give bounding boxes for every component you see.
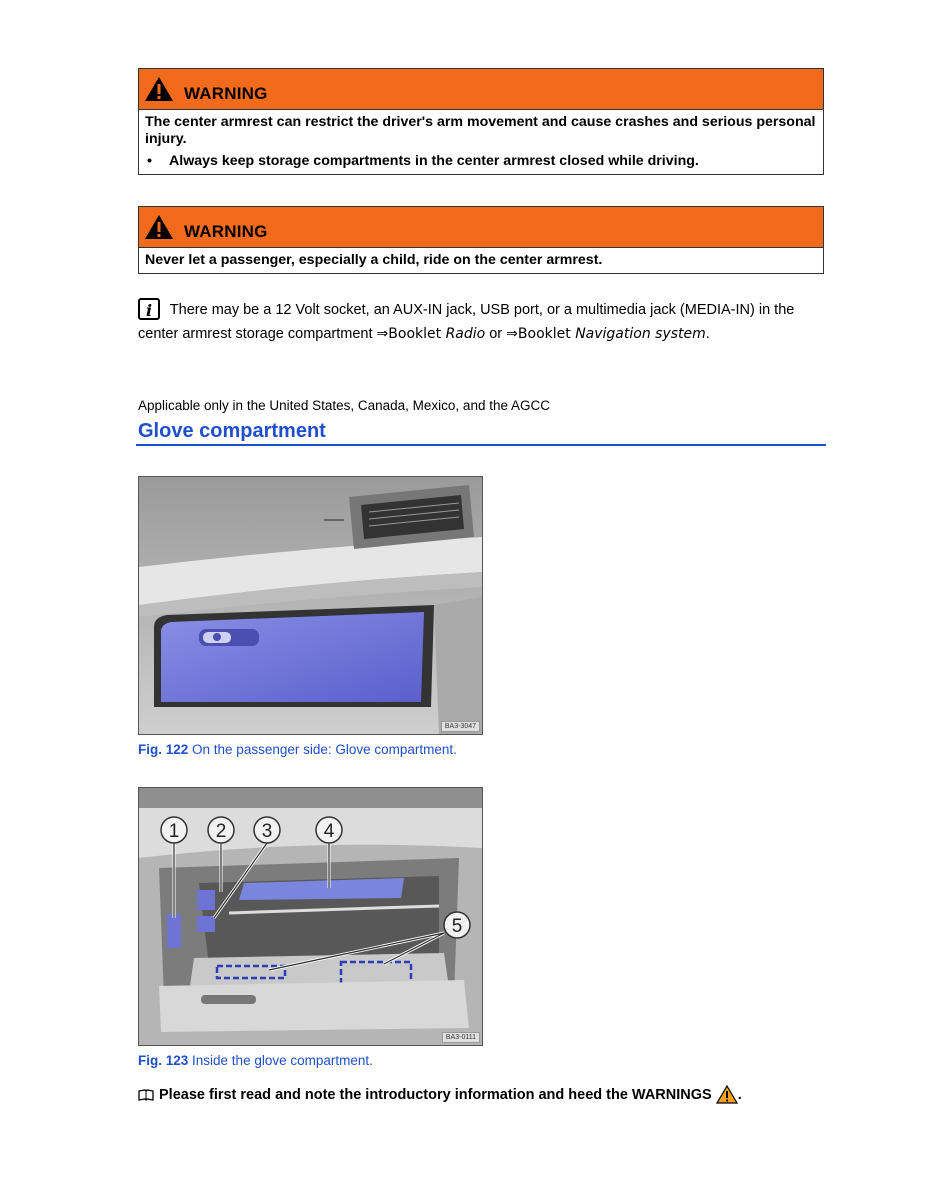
warning-bullet-text: Always keep storage compartments in the center armrest closed while driving. <box>169 153 699 169</box>
warning-body <box>139 248 823 273</box>
info-icon: i <box>138 298 160 320</box>
warning-header <box>139 69 823 110</box>
book-icon <box>138 1089 154 1101</box>
ref-arrow-1: ⇒Booklet <box>376 326 446 342</box>
callout-3: 3 <box>261 821 273 842</box>
figure-2-caption <box>138 1053 373 1068</box>
warning-title: WARNING <box>184 222 268 241</box>
intro-reference-text: Please first read and note the introductory information and heed the WARNINGS <box>159 1086 712 1103</box>
warning-title: WARNING <box>184 84 268 103</box>
figure-code: BA3-0111 <box>442 1032 480 1043</box>
warning-body <box>139 110 823 174</box>
warning-bullet-item <box>145 153 817 170</box>
figure-1-caption <box>138 742 457 757</box>
note-text: There may be a 12 Volt socket, an AUX-IN jack, USB port, or a multimedia jack (MEDIA-IN) in the center armrest storage compartment <box>138 302 795 342</box>
warning-text: The center armrest can restrict the driver's arm movement and cause crashes and serious personal injury. <box>145 114 816 147</box>
glove-compartment-illustration <box>139 477 482 734</box>
callout-2: 2 <box>215 821 227 842</box>
section-title: Glove compartment <box>138 420 326 442</box>
booklet-navigation-link[interactable]: Navigation system <box>575 326 706 342</box>
callout-4: 4 <box>323 821 335 842</box>
warning-box-1 <box>138 68 824 175</box>
warning-triangle-icon <box>144 214 174 240</box>
callout-1: 1 <box>168 821 180 842</box>
warning-triangle-icon <box>144 76 174 102</box>
figure-caption-text: Inside the glove compartment. <box>188 1053 373 1068</box>
callout-5: 5 <box>451 916 463 937</box>
figure-caption-text: On the passenger side: Glove compartment. <box>188 742 457 757</box>
glove-interior-illustration <box>139 788 482 1045</box>
intro-reference-end: . <box>737 1086 742 1103</box>
applicability-text: Applicable only in the United States, Canada, Mexico, and the AGCC <box>138 398 550 413</box>
ref-arrow-2: ⇒Booklet <box>506 326 576 342</box>
warning-triangle-icon[interactable] <box>716 1085 738 1104</box>
figure-inside-glove-compartment <box>138 787 483 1046</box>
figure-glove-compartment <box>138 476 483 735</box>
figure-label: Fig. 122 <box>138 742 189 757</box>
bullet-icon: • <box>147 153 152 169</box>
section-rule <box>136 444 826 446</box>
or-word: or <box>485 326 507 342</box>
figure-code: BA3-3047 <box>441 721 480 732</box>
figure-label: Fig. 123 <box>138 1053 189 1068</box>
warning-box-2 <box>138 206 824 274</box>
intro-reference-line <box>138 1085 742 1104</box>
warning-header <box>139 207 823 248</box>
note-end: . <box>705 326 710 342</box>
booklet-radio-link[interactable]: Radio <box>445 326 486 342</box>
info-note <box>138 298 818 346</box>
warning-text: Never let a passenger, especially a child, ride on the center armrest. <box>145 252 603 268</box>
